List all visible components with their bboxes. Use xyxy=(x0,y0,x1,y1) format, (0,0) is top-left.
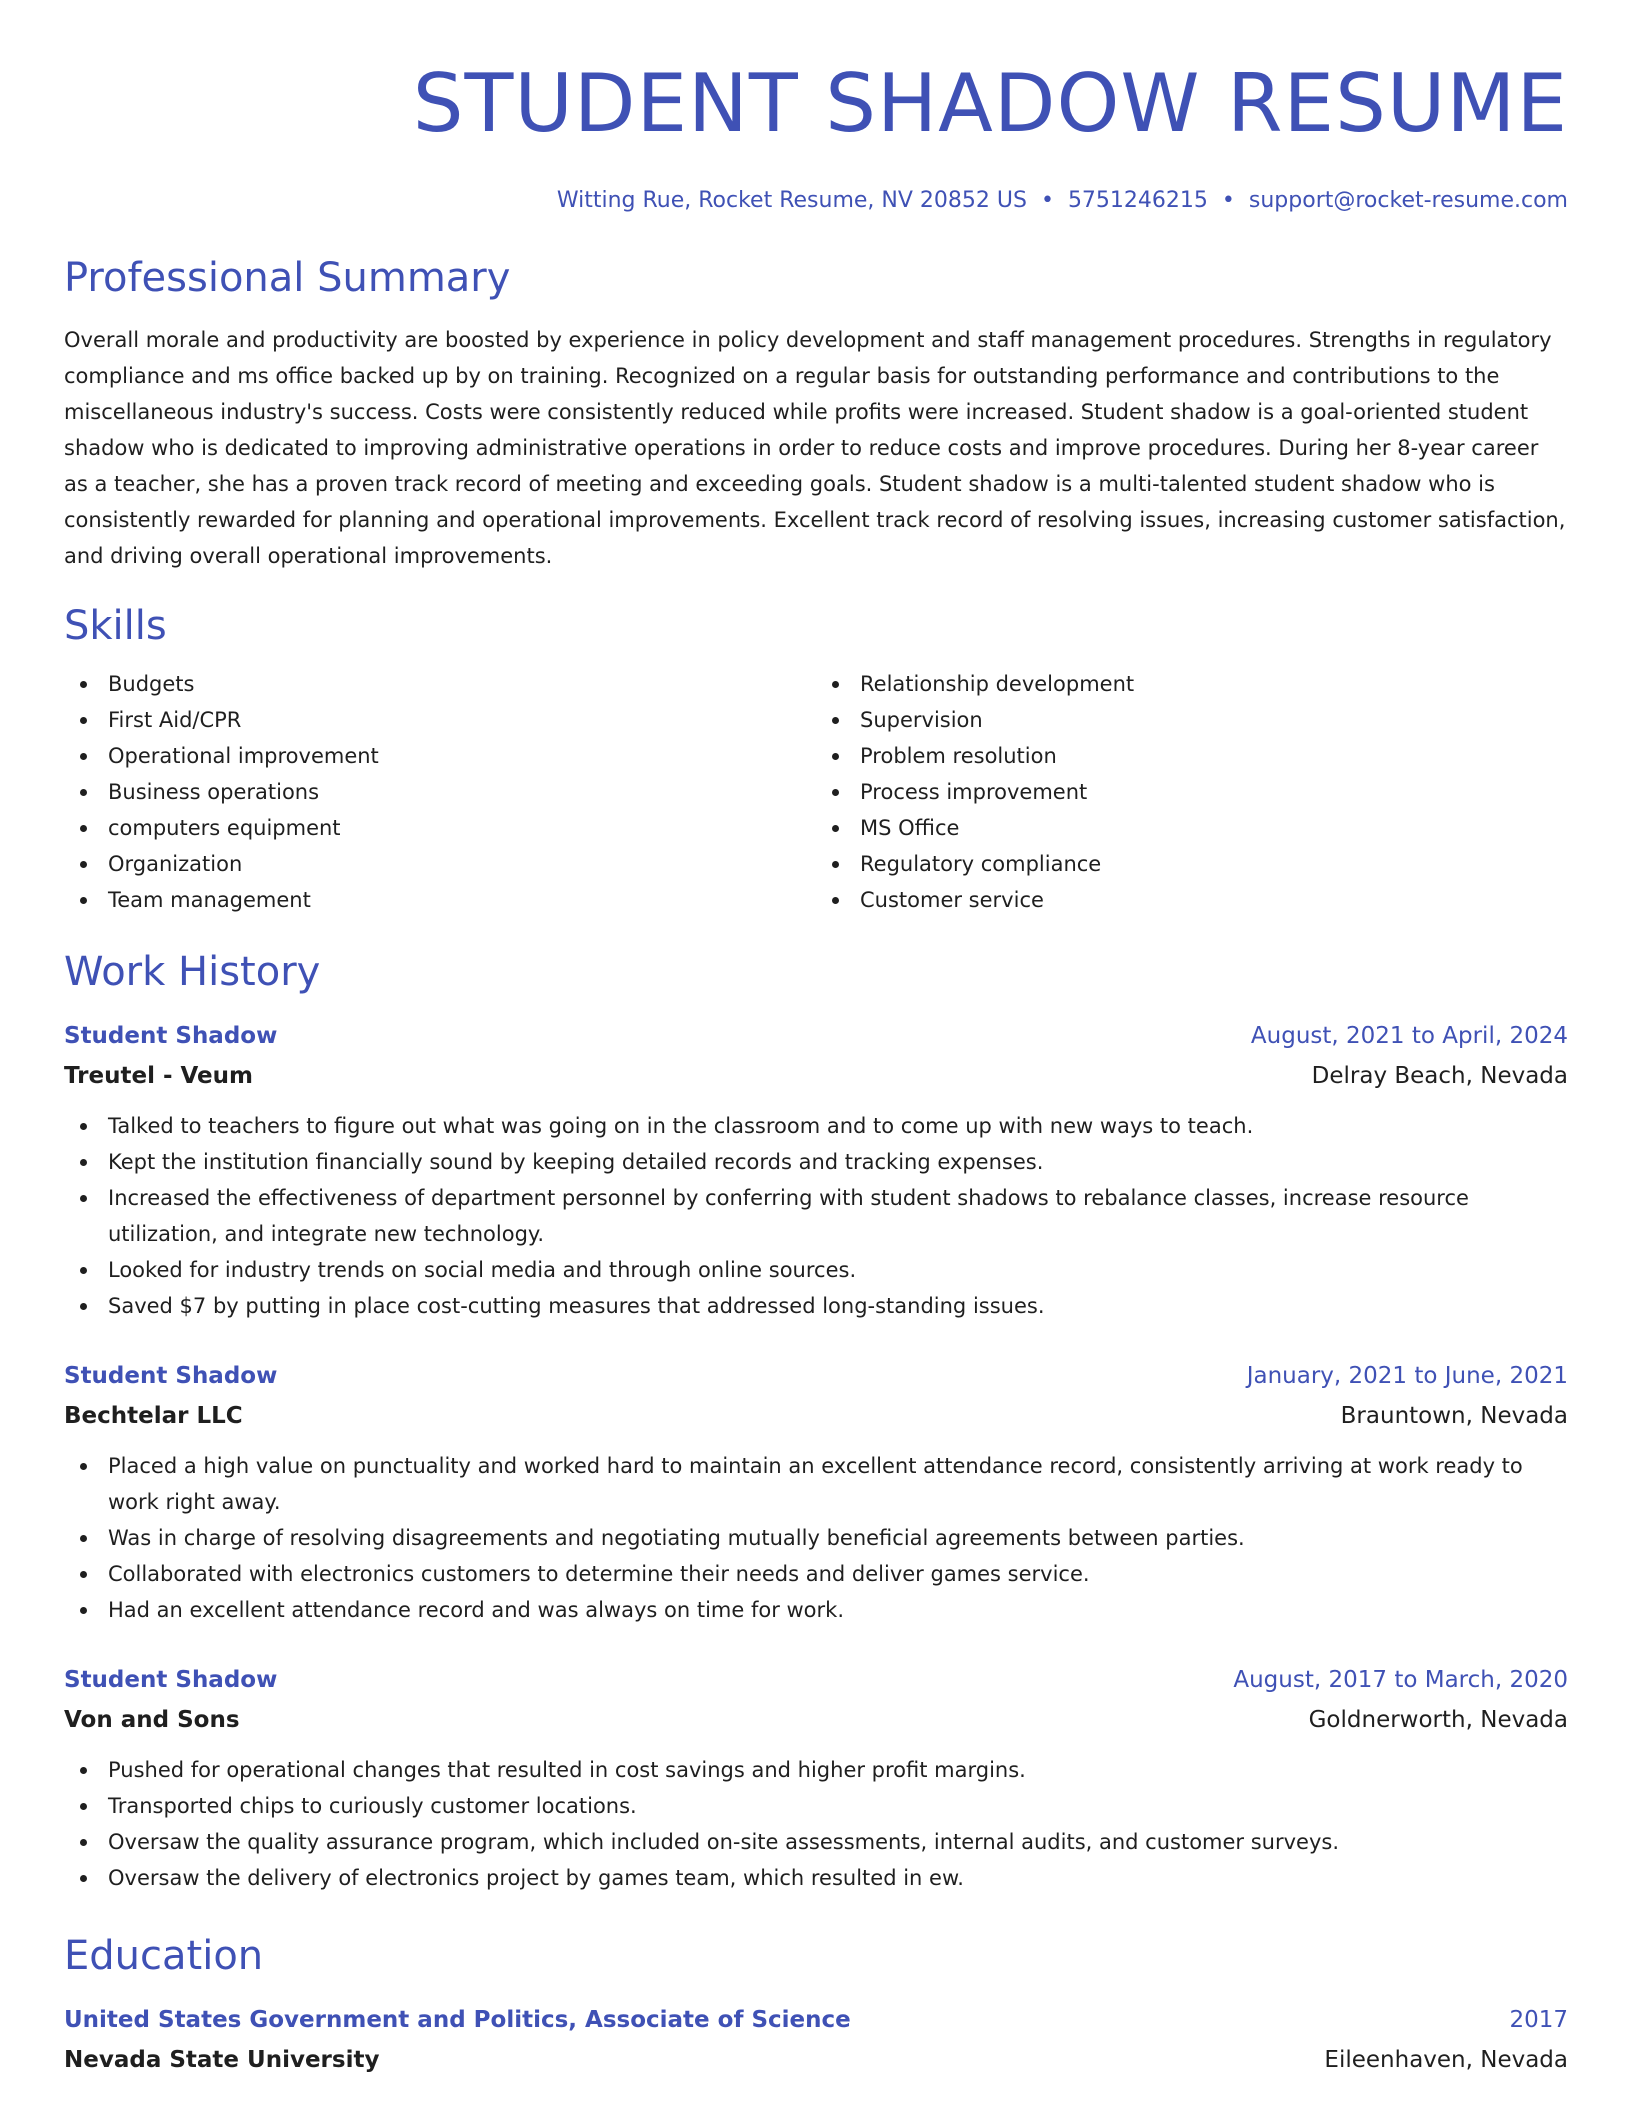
job-bullet: Talked to teachers to figure out what was going on in the classroom and to come up with new ways to teach. xyxy=(78,1108,1568,1144)
skill-item: First Aid/CPR xyxy=(78,702,816,738)
resume-name: STUDENT SHADOW RESUME xyxy=(412,57,1568,150)
education-school-row xyxy=(64,2038,1568,2078)
contact-address: Witting Rue, Rocket Resume, NV 20852 US xyxy=(556,188,1027,213)
summary-text: Overall morale and productivity are boosted by experience in policy development and staff management procedures. Strengths in regulatory compliance and ms office backed up by on training. Recognized on a regular basis for outstanding performance and contributions to the miscellaneous industry's success. Costs were consistently reduced while profits were increased. Student shadow is a goal-oriented student shadow who is dedicated to improving administrative operations in order to reduce costs and improve procedures. During her 8-year career as a teacher, she has a proven track record of meeting and exceeding goals. Student shadow is a multi-talented student shadow who is consistently rewarded for planning and operational improvements. Excellent track record of resolving issues, increasing customer satisfaction, and driving overall operational improvements. xyxy=(64,328,1566,568)
job-title-row xyxy=(64,1018,1568,1054)
job-entry xyxy=(64,1358,1568,1628)
skill-item: Team management xyxy=(78,882,816,918)
job-title: Student Shadow xyxy=(64,1023,278,1049)
summary-heading: Professional Summary xyxy=(64,255,511,301)
job-location: Brauntown, Nevada xyxy=(1340,1403,1568,1429)
job-company-row xyxy=(64,1698,1568,1738)
job-bullet: Collaborated with electronics customers to determine their needs and deliver games service. xyxy=(78,1556,1568,1592)
job-dates: August, 2017 to March, 2020 xyxy=(1233,1667,1568,1693)
contact-separator: • xyxy=(1040,188,1054,213)
skills-column-right xyxy=(816,666,1568,918)
job-location: Delray Beach, Nevada xyxy=(1311,1063,1568,1089)
job-title-row xyxy=(64,1662,1568,1698)
job-bullet: Oversaw the quality assurance program, which included on-site assessments, internal audits, and customer surveys. xyxy=(78,1824,1568,1860)
job-bullet: Was in charge of resolving disagreements and negotiating mutually beneficial agreements between parties. xyxy=(78,1520,1568,1556)
skill-item: MS Office xyxy=(830,810,1568,846)
job-bullets xyxy=(64,1448,1568,1628)
job-bullets xyxy=(64,1752,1568,1896)
contact-email[interactable]: support@rocket-resume.com xyxy=(1248,188,1568,213)
job-bullet: Looked for industry trends on social media and through online sources. xyxy=(78,1252,1568,1288)
job-company-row xyxy=(64,1394,1568,1434)
work-history-heading: Work History xyxy=(64,949,321,995)
skill-item: Operational improvement xyxy=(78,738,816,774)
skills-heading: Skills xyxy=(64,603,167,649)
education-degree-row xyxy=(64,2002,1568,2038)
skill-item: Process improvement xyxy=(830,774,1568,810)
job-bullet: Increased the effectiveness of department personnel by conferring with student shadows to rebalance classes, increase resource utilization, and integrate new technology. xyxy=(78,1180,1568,1252)
job-location: Goldnerworth, Nevada xyxy=(1308,1707,1568,1733)
skill-item: Problem resolution xyxy=(830,738,1568,774)
job-dates: January, 2021 to June, 2021 xyxy=(1246,1363,1568,1389)
job-bullet: Pushed for operational changes that resulted in cost savings and higher profit margins. xyxy=(78,1752,1568,1788)
job-dates: August, 2021 to April, 2024 xyxy=(1250,1023,1568,1049)
job-title: Student Shadow xyxy=(64,1667,278,1693)
job-company: Von and Sons xyxy=(64,1707,240,1733)
skill-item: Business operations xyxy=(78,774,816,810)
job-company: Treutel - Veum xyxy=(64,1063,253,1089)
education-school: Nevada State University xyxy=(64,2047,380,2073)
skill-item: Supervision xyxy=(830,702,1568,738)
job-entry xyxy=(64,1018,1568,1324)
skill-item: Regulatory compliance xyxy=(830,846,1568,882)
contact-line xyxy=(64,186,1568,216)
skill-item: Customer service xyxy=(830,882,1568,918)
job-bullet: Had an excellent attendance record and was always on time for work. xyxy=(78,1592,1568,1628)
job-company-row xyxy=(64,1054,1568,1094)
job-title: Student Shadow xyxy=(64,1363,278,1389)
job-bullets xyxy=(64,1108,1568,1324)
skill-item: Budgets xyxy=(78,666,816,702)
job-bullet: Oversaw the delivery of electronics project by games team, which resulted in ew. xyxy=(78,1860,1568,1896)
resume-header xyxy=(64,56,1568,216)
skills-column-left xyxy=(64,666,816,918)
education-location: Eileenhaven, Nevada xyxy=(1324,2047,1568,2073)
education-heading: Education xyxy=(64,1933,264,1979)
contact-phone: 5751246215 xyxy=(1067,188,1208,213)
contact-separator: • xyxy=(1221,188,1235,213)
education-entry xyxy=(64,2002,1568,2078)
job-bullet: Kept the institution financially sound by keeping detailed records and tracking expenses. xyxy=(78,1144,1568,1180)
skills-list xyxy=(64,666,1568,918)
education-year: 2017 xyxy=(1509,2007,1568,2033)
job-bullet: Saved $7 by putting in place cost-cutting measures that addressed long-standing issues. xyxy=(78,1288,1568,1324)
job-entry xyxy=(64,1662,1568,1896)
education-degree: United States Government and Politics, Associate of Science xyxy=(64,2007,851,2033)
skill-item: Relationship development xyxy=(830,666,1568,702)
job-company: Bechtelar LLC xyxy=(64,1403,243,1429)
job-bullet: Placed a high value on punctuality and worked hard to maintain an excellent attendance record, consistently arriving at work ready to work right away. xyxy=(78,1448,1568,1520)
skill-item: computers equipment xyxy=(78,810,816,846)
skill-item: Organization xyxy=(78,846,816,882)
job-bullet: Transported chips to curiously customer locations. xyxy=(78,1788,1568,1824)
job-title-row xyxy=(64,1358,1568,1394)
